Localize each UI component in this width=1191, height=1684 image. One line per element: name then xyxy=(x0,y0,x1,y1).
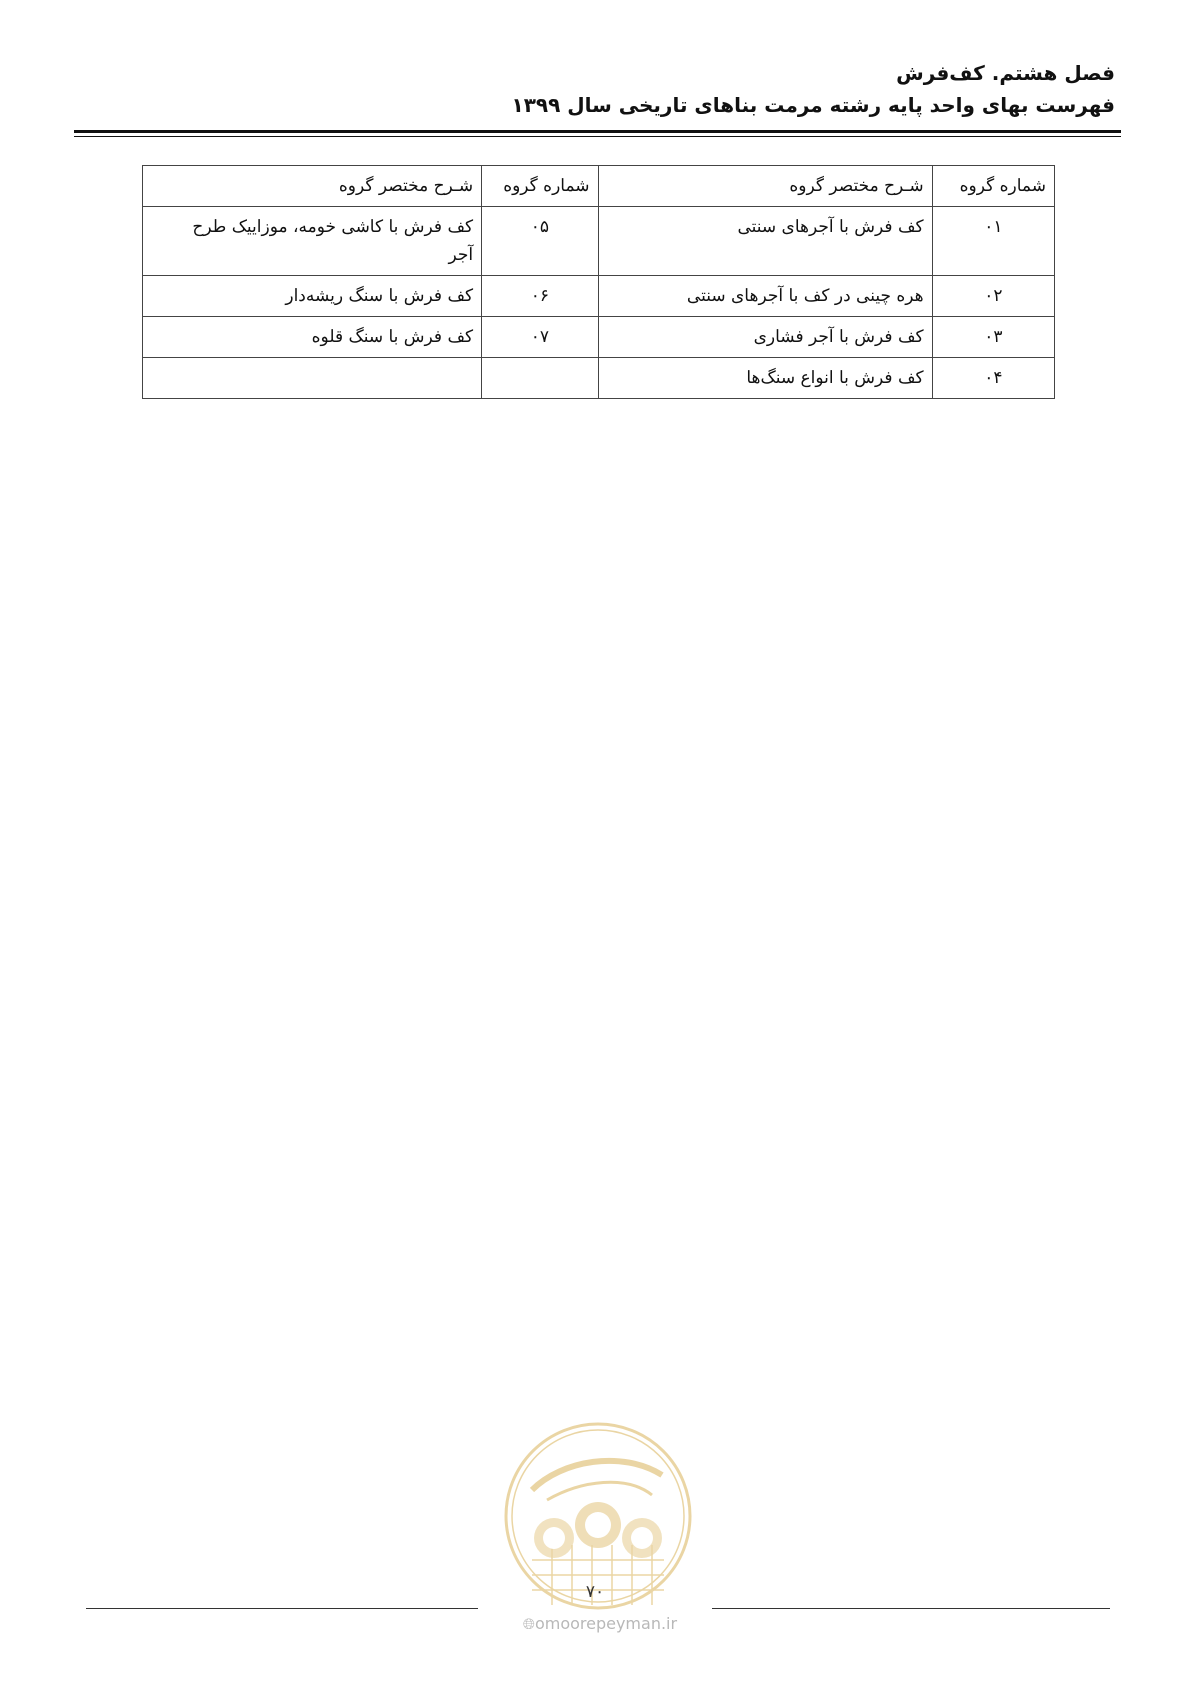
table-row xyxy=(143,276,1055,317)
header-group-number-1: شماره گروه xyxy=(932,166,1054,207)
group-description-line: کف فرش با کاشی خومه، موزاییک طرح xyxy=(192,217,474,237)
table-row xyxy=(143,207,1055,276)
table-row xyxy=(143,317,1055,358)
footer-divider-left xyxy=(86,1608,478,1609)
group-number: ۰۲ xyxy=(932,276,1054,317)
page-number: ۷۰ xyxy=(585,1582,605,1602)
group-description-line: آجر xyxy=(448,245,474,265)
group-number xyxy=(482,358,598,399)
website-url: omoorepeyman.ir xyxy=(534,1614,678,1633)
group-table xyxy=(142,165,1055,399)
chapter-title: فصل هشتم. کف‌فرش xyxy=(896,61,1115,85)
group-description: کف فرش با آجر فشاری xyxy=(598,317,932,358)
footer-divider-right xyxy=(712,1608,1110,1609)
group-description: کف فرش با سنگ ریشه‌دار xyxy=(143,276,482,317)
website-watermark xyxy=(515,1614,685,1633)
header-short-description-2: شـرح مختصر گروه xyxy=(143,166,482,207)
group-description: کف فرش با انواع سنگ‌ها xyxy=(598,358,932,399)
header-divider-thick xyxy=(74,130,1121,133)
page-header xyxy=(75,58,1115,122)
table-header-row xyxy=(143,166,1055,207)
group-number: ۰۷ xyxy=(482,317,598,358)
group-number: ۰۴ xyxy=(932,358,1054,399)
globe-icon: 🌐︎ xyxy=(522,1615,535,1633)
group-description xyxy=(143,358,482,399)
group-description: هره چینی در کف با آجرهای سنتی xyxy=(598,276,932,317)
group-description xyxy=(143,207,482,276)
header-short-description-1: شـرح مختصر گروه xyxy=(598,166,932,207)
table-row xyxy=(143,358,1055,399)
header-divider-thin xyxy=(74,136,1121,137)
header-group-number-2: شماره گروه xyxy=(482,166,598,207)
document-title: فهرست بهای واحد پایه رشته مرمت بناهای تاریخی سال ۱۳۹۹ xyxy=(511,93,1115,117)
group-number: ۰۵ xyxy=(482,207,598,276)
group-description: کف فرش با آجرهای سنتی xyxy=(598,207,932,276)
group-description: کف فرش با سنگ قلوه xyxy=(143,317,482,358)
group-number: ۰۶ xyxy=(482,276,598,317)
group-number: ۰۳ xyxy=(932,317,1054,358)
group-number: ۰۱ xyxy=(932,207,1054,276)
